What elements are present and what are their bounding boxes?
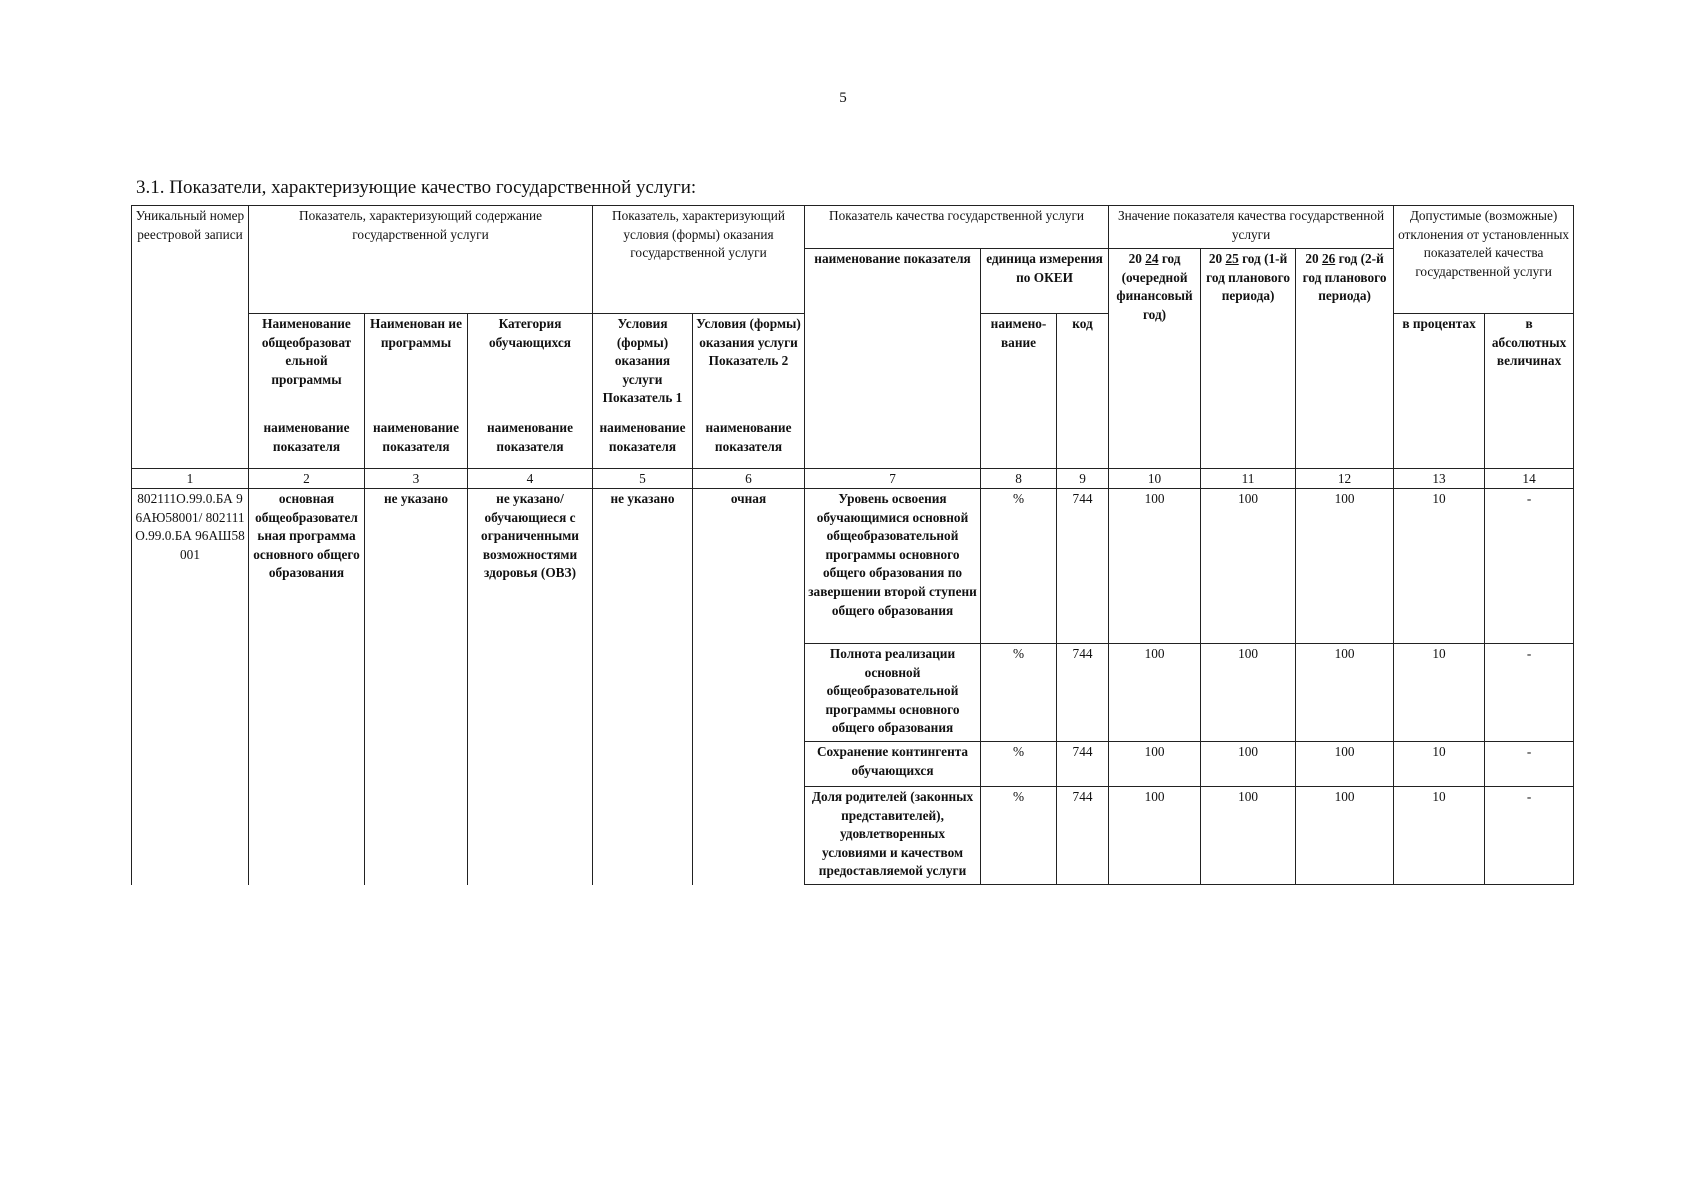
subheader-caption: наименование показателя: [487, 420, 573, 454]
column-number: 13: [1394, 469, 1485, 489]
indicator-code: 744: [1057, 787, 1109, 885]
column-number: 7: [805, 469, 981, 489]
indicator-year-3: 100: [1296, 644, 1394, 742]
indicator-year-2: 100: [1201, 644, 1296, 742]
subheader-condition-1: [593, 314, 693, 469]
indicator-deviation-absolute: -: [1485, 644, 1574, 742]
header-registry-number: Уникальный номер реестровой записи: [132, 206, 249, 469]
indicator-deviation-percent: 10: [1394, 644, 1485, 742]
quality-indicators-table: [131, 205, 1574, 885]
column-number: 12: [1296, 469, 1394, 489]
indicator-deviation-percent: 10: [1394, 787, 1485, 885]
header-unit-name: наимено- вание: [981, 314, 1057, 469]
condition-1: не указано: [593, 489, 693, 885]
table-row: [132, 489, 1574, 644]
condition-2: очная: [693, 489, 805, 885]
indicator-unit: %: [981, 742, 1057, 787]
column-number: 1: [132, 469, 249, 489]
header-quality-value: Значение показателя качества государственной услуги: [1109, 206, 1394, 249]
subheader-category-label: Категория обучающихся: [489, 316, 571, 350]
column-number: 2: [249, 469, 365, 489]
column-numbers-row: [132, 469, 1574, 489]
column-number: 6: [693, 469, 805, 489]
header-content-indicator: Показатель, характеризующий содержание государственной услуги: [249, 206, 593, 314]
indicator-year-3: 100: [1296, 489, 1394, 644]
indicator-year-2: 100: [1201, 489, 1296, 644]
indicator-deviation-absolute: -: [1485, 742, 1574, 787]
subheader-program-name-label: Наименование общеобразоват ельной программы: [261, 316, 352, 387]
subheader-program-label: Наименован ие программы: [370, 316, 462, 350]
header-in-absolute: в абсолютных величинах: [1485, 314, 1574, 469]
indicator-year-2: 100: [1201, 787, 1296, 885]
indicator-deviation-absolute: -: [1485, 489, 1574, 644]
header-unit-okei: единица измерения по ОКЕИ: [981, 249, 1109, 314]
indicator-unit: %: [981, 787, 1057, 885]
header-year-1: 20 24 год (очередной финансовый год): [1109, 249, 1201, 469]
subheader-condition-2-label: Условия (формы) оказания услуги Показатель 2: [696, 316, 801, 369]
header-indicator-name: наименование показателя: [805, 249, 981, 469]
subheader-category: [468, 314, 593, 469]
indicator-code: 744: [1057, 742, 1109, 787]
header-quality-indicator: Показатель качества государственной услуги: [805, 206, 1109, 249]
indicator-year-2: 100: [1201, 742, 1296, 787]
indicator-year-3: 100: [1296, 742, 1394, 787]
column-number: 5: [593, 469, 693, 489]
subheader-caption: наименование показателя: [705, 420, 792, 454]
subheader-program: [365, 314, 468, 469]
column-number: 8: [981, 469, 1057, 489]
indicator-year-1: 100: [1109, 742, 1201, 787]
column-number: 14: [1485, 469, 1574, 489]
column-number: 10: [1109, 469, 1201, 489]
indicator-year-1: 100: [1109, 489, 1201, 644]
indicator-unit: %: [981, 489, 1057, 644]
subheader-condition-1-label: Условия (формы) оказания услуги Показатель 1: [602, 316, 683, 406]
indicator-code: 744: [1057, 489, 1109, 644]
indicator-year-1: 100: [1109, 787, 1201, 885]
indicator-name: Доля родителей (законных представителей), удовлетворенных условиями и качеством предоставляемой услуги: [805, 787, 981, 885]
program: не указано: [365, 489, 468, 885]
indicator-name: Сохранение контингента обучающихся: [805, 742, 981, 787]
subheader-program-name: [249, 314, 365, 469]
indicator-deviation-percent: 10: [1394, 742, 1485, 787]
student-category: не указано/ обучающиеся с ограниченными возможностями здоровья (ОВЗ): [468, 489, 593, 885]
registry-number: 802111О.99.0.БА 96АЮ58001/ 802111О.99.0.БА 96АШ58001: [132, 489, 249, 885]
header-year-2: 20 25 год (1-й год планового периода): [1201, 249, 1296, 469]
subheader-caption: наименование показателя: [263, 420, 350, 454]
header-allowed-deviations: Допустимые (возможные) отклонения от установленных показателей качества государственной услуги: [1394, 206, 1574, 314]
indicator-deviation-absolute: -: [1485, 787, 1574, 885]
subheader-caption: наименование показателя: [373, 420, 459, 454]
section-title: 3.1. Показатели, характеризующие качество государственной услуги:: [136, 177, 697, 198]
page-number: 5: [839, 90, 847, 106]
header-in-percent: в процентах: [1394, 314, 1485, 469]
column-number: 4: [468, 469, 593, 489]
indicator-deviation-percent: 10: [1394, 489, 1485, 644]
indicator-code: 744: [1057, 644, 1109, 742]
column-number: 3: [365, 469, 468, 489]
header-conditions-indicator: Показатель, характеризующий условия (формы) оказания государственной услуги: [593, 206, 805, 314]
subheader-condition-2: [693, 314, 805, 469]
subheader-caption: наименование показателя: [599, 420, 686, 454]
program-name: основная общеобразовател ьная программа основного общего образования: [249, 489, 365, 885]
indicator-unit: %: [981, 644, 1057, 742]
column-number: 9: [1057, 469, 1109, 489]
column-number: 11: [1201, 469, 1296, 489]
indicator-name: Полнота реализации основной общеобразовательной программы основного общего образования: [805, 644, 981, 742]
header-year-3: 20 26 год (2-й год планового периода): [1296, 249, 1394, 469]
indicator-name: Уровень освоения обучающимися основной общеобразовательной программы основного общего образования по завершении второй ступени общего образования: [805, 489, 981, 644]
indicator-year-3: 100: [1296, 787, 1394, 885]
indicator-year-1: 100: [1109, 644, 1201, 742]
header-unit-code: код: [1057, 314, 1109, 469]
